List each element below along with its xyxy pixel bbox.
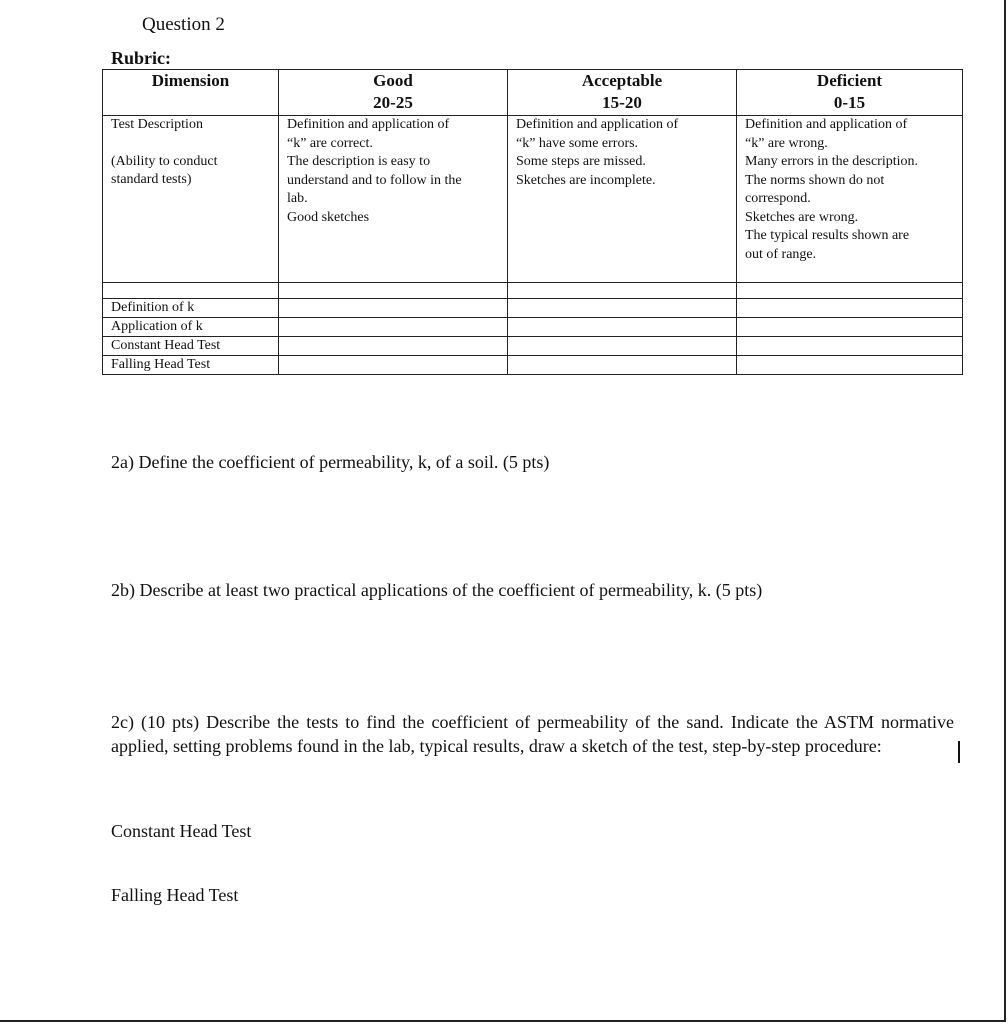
deficient-description-line: Sketches are wrong. xyxy=(745,209,859,225)
test-description-note: (Ability to conduct xyxy=(111,153,218,169)
deficient-description-line: The norms shown do not xyxy=(745,172,885,188)
criterion-row xyxy=(103,356,963,375)
question-2a: 2a) Define the coefficient of permeability, k, of a soil. (5 pts) xyxy=(111,452,550,472)
header-deficient-label: Deficient xyxy=(816,71,883,90)
falling-head-test-heading: Falling Head Test xyxy=(111,885,239,905)
deficient-description-line: Definition and application of xyxy=(745,117,908,132)
acceptable-description-line: Some steps are missed. xyxy=(516,154,646,169)
blank-row xyxy=(103,283,963,299)
rubric-label: Rubric: xyxy=(111,48,171,68)
deficient-description-line: Many errors in the description. xyxy=(745,154,919,169)
score-cell-acceptable[interactable] xyxy=(508,318,737,337)
score-cell-acceptable[interactable] xyxy=(508,299,737,318)
score-cell-acceptable[interactable] xyxy=(508,356,737,375)
header-dimension xyxy=(103,70,279,116)
question-2b: 2b) Describe at least two practical applications of the coefficient of permeability, k. (5 pts) xyxy=(111,580,763,600)
score-cell-deficient[interactable] xyxy=(737,337,963,356)
good-description-line: The description is easy to xyxy=(287,154,431,169)
question-2c: 2c) (10 pts) Describe the tests to find the coefficient of permeability of the sand. Indicate the ASTM normative applied, setting problems found in the lab, typical results, draw a sketch of the test, step-by-step procedure: xyxy=(111,712,954,756)
score-cell-deficient[interactable] xyxy=(737,318,963,337)
test-description-row xyxy=(103,116,963,283)
good-description-cell xyxy=(279,116,508,283)
deficient-description-line: The typical results shown are xyxy=(745,228,910,243)
good-description-line: “k” are correct. xyxy=(287,135,373,151)
text-cursor xyxy=(958,741,960,763)
criterion-row xyxy=(103,318,963,337)
score-cell-deficient[interactable] xyxy=(737,356,963,375)
acceptable-description-line: “k” have some errors. xyxy=(516,135,639,151)
header-dimension-label: Dimension xyxy=(151,71,230,90)
header-good-label: Good xyxy=(373,71,413,90)
score-cell-acceptable[interactable] xyxy=(508,337,737,356)
test-description-title: Test Description xyxy=(111,117,203,132)
score-cell-good[interactable] xyxy=(279,299,508,318)
deficient-description-line: “k” are wrong. xyxy=(745,135,828,151)
deficient-description-cell xyxy=(737,116,963,283)
header-good xyxy=(279,70,508,116)
header-acceptable-range: 15-20 xyxy=(602,93,642,112)
header-deficient xyxy=(737,70,963,116)
constant-head-test-heading: Constant Head Test xyxy=(111,821,252,841)
acceptable-description-line: Definition and application of xyxy=(516,117,679,132)
score-cell-deficient[interactable] xyxy=(737,299,963,318)
header-acceptable xyxy=(508,70,737,116)
criterion-row xyxy=(103,299,963,318)
deficient-description-line: correspond. xyxy=(745,191,811,206)
header-deficient-range: 0-15 xyxy=(833,93,866,112)
criterion-label: Application of k xyxy=(103,318,279,337)
criterion-label: Definition of k xyxy=(103,299,279,318)
criterion-row xyxy=(103,337,963,356)
good-description-line: Definition and application of xyxy=(287,117,450,132)
header-good-range: 20-25 xyxy=(373,93,413,112)
test-description-dimension-cell xyxy=(103,116,279,283)
header-acceptable-label: Acceptable xyxy=(581,71,663,90)
rubric-header-row xyxy=(103,70,963,116)
good-description-line: understand and to follow in the xyxy=(287,172,462,188)
good-description-line: lab. xyxy=(287,191,308,206)
criterion-label: Falling Head Test xyxy=(103,356,279,375)
question-title: Question 2 xyxy=(142,14,225,35)
score-cell-good[interactable] xyxy=(279,337,508,356)
acceptable-description-line: Sketches are incomplete. xyxy=(516,172,656,188)
acceptable-description-cell xyxy=(508,116,737,283)
score-cell-good[interactable] xyxy=(279,318,508,337)
score-cell-good[interactable] xyxy=(279,356,508,375)
test-description-note: standard tests) xyxy=(111,172,192,187)
deficient-description-line: out of range. xyxy=(745,246,817,262)
rubric-table xyxy=(102,69,963,375)
good-description-line: Good sketches xyxy=(287,209,370,225)
criterion-label: Constant Head Test xyxy=(103,337,279,356)
